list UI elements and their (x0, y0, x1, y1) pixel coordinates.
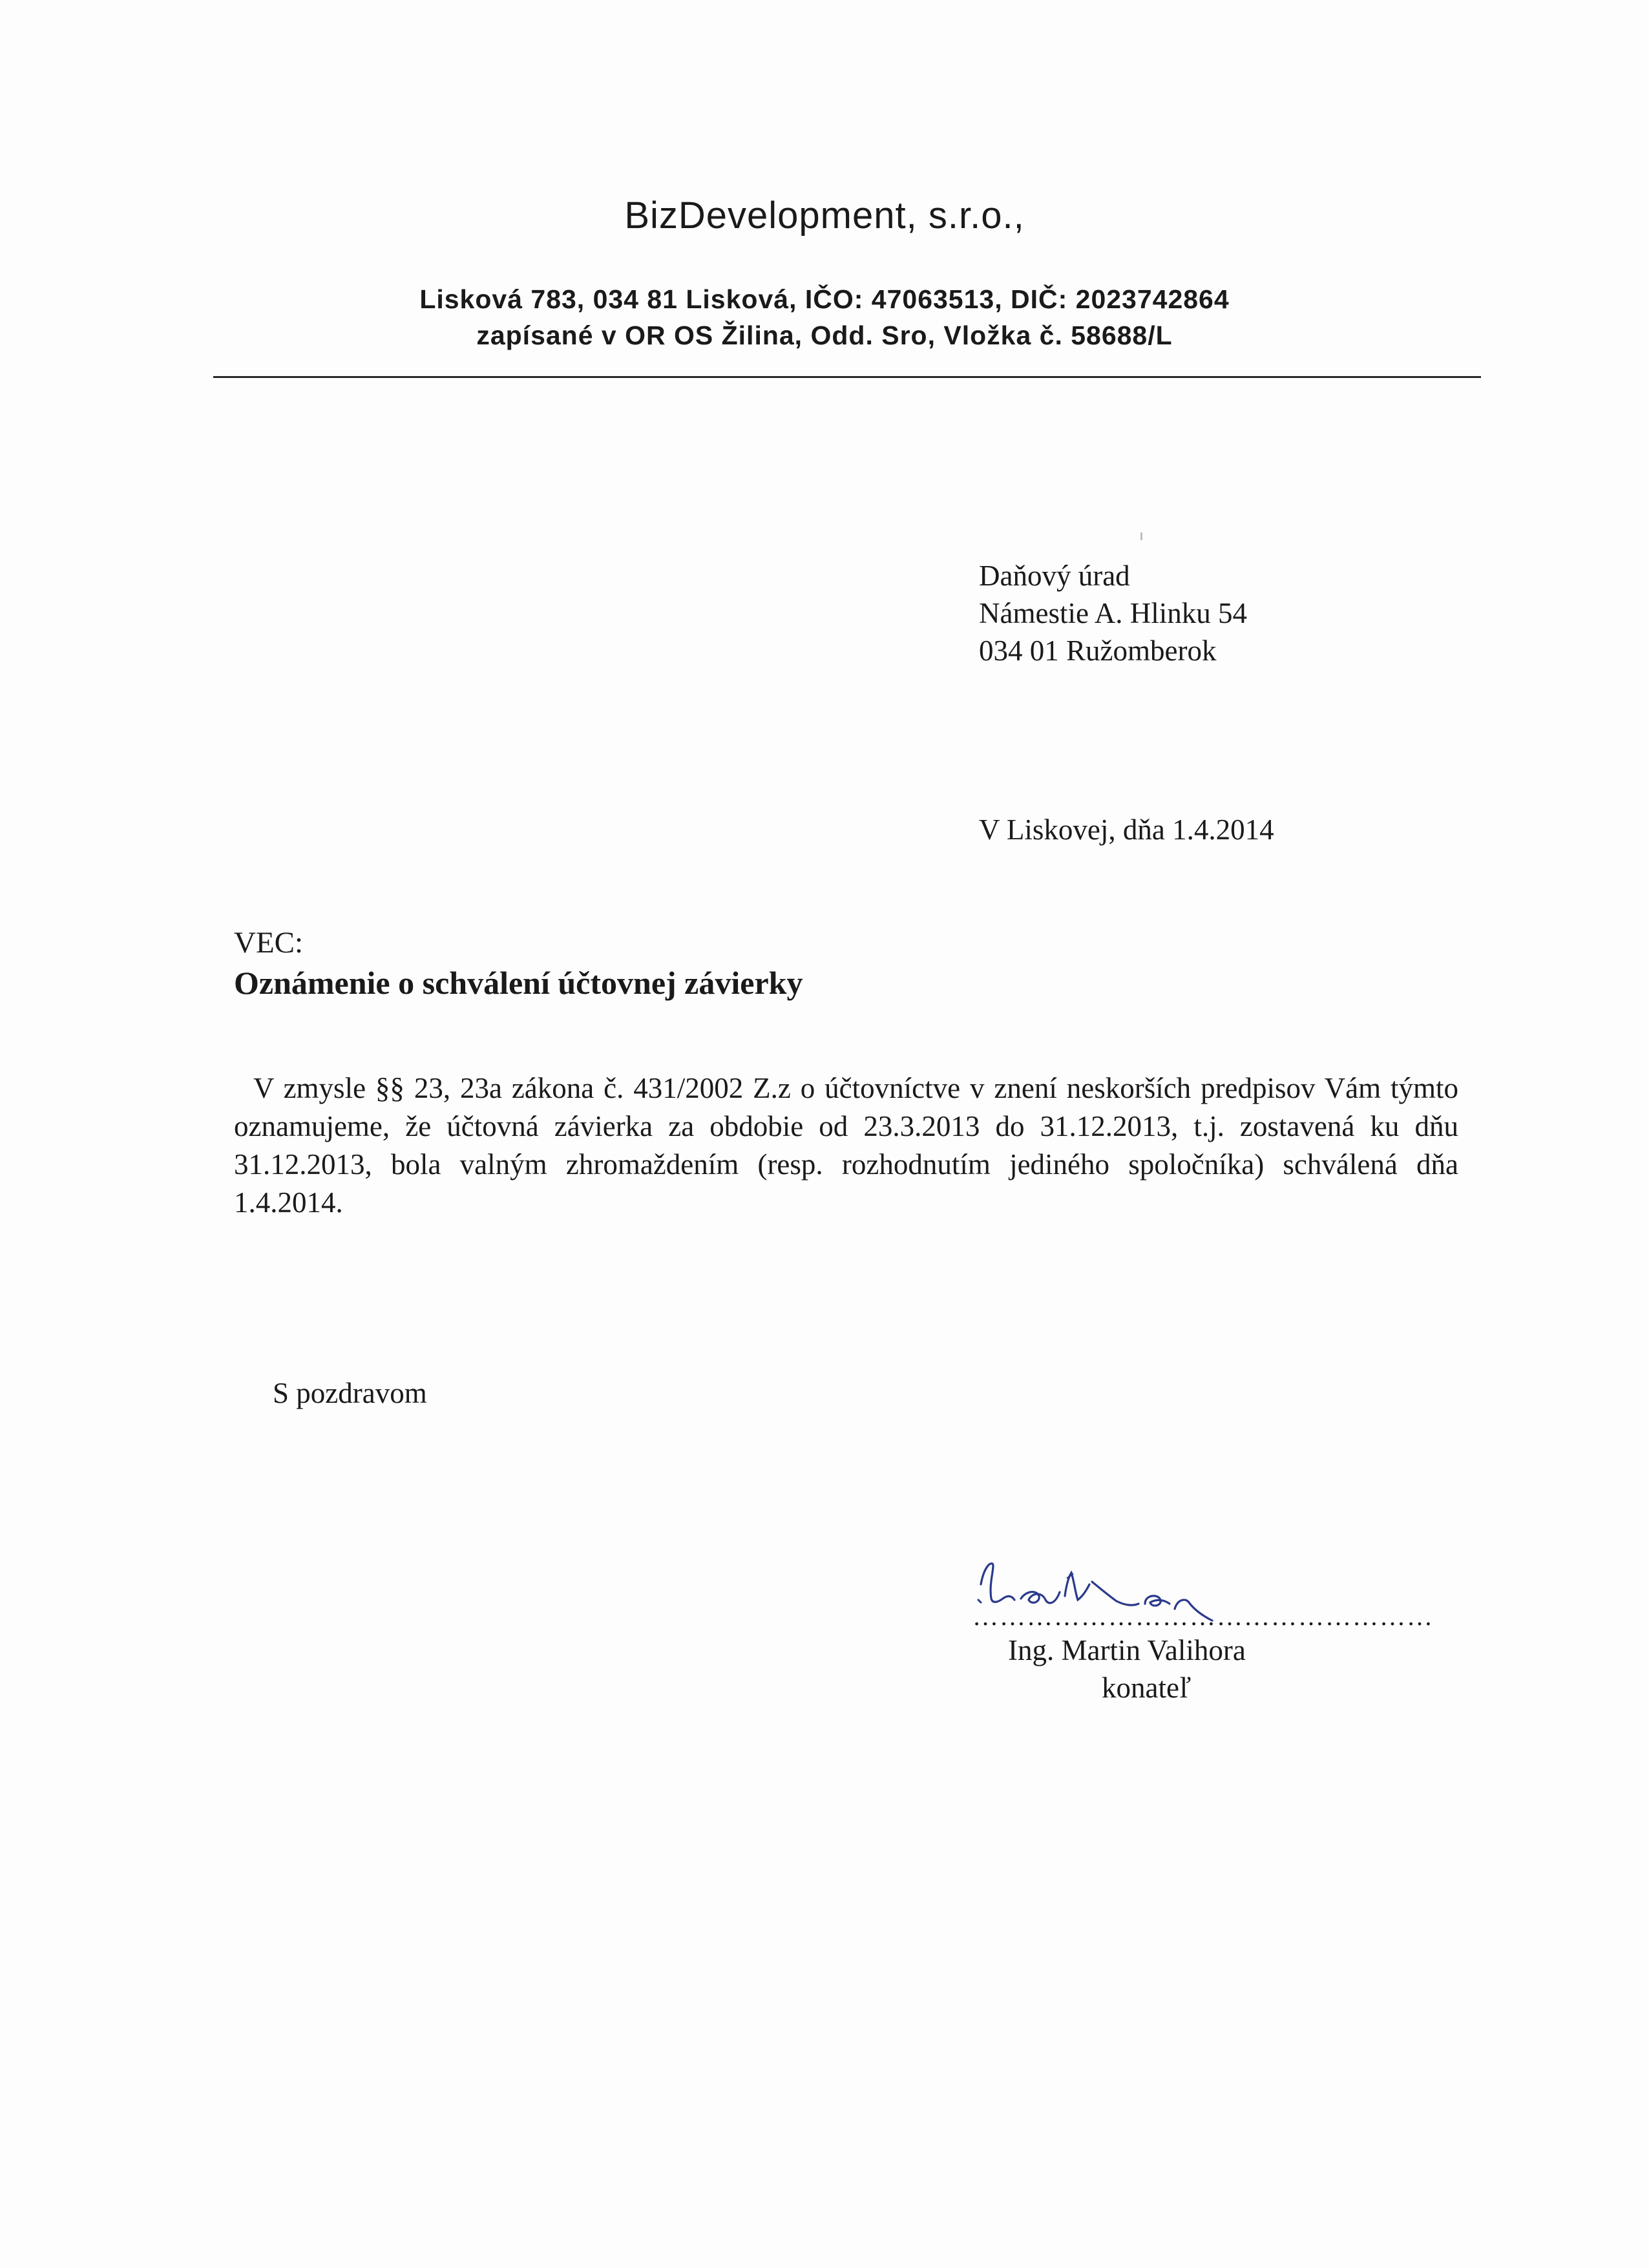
recipient-city: 034 01 Ružomberok (979, 635, 1217, 667)
closing-greeting: S pozdravom (273, 1377, 427, 1409)
signer-role: konateľ (1102, 1672, 1192, 1704)
subject-label: VEC: (234, 926, 304, 960)
signer-name: Ing. Martin Valihora (1008, 1634, 1246, 1666)
subject-title: Oznámenie o schválení účtovnej závierky (234, 965, 803, 1001)
letter-body: V zmysle §§ 23, 23a zákona č. 431/2002 Z.z o účtovníctve v znení neskorších predpisov Vám týmto oznamujeme, že účtovná závierka za obdobie od 23.3.2013 do 31.12.2013, t.j. zostavená ku dňu 31.12.2013, bola valným zhromaždením (resp. rozhodnutím jediného spoločníka) schválená dňa 1.4.2014. (234, 1072, 1458, 1219)
letter-date: V Liskovej, dňa 1.4.2014 (979, 814, 1274, 846)
company-name: BizDevelopment, s.r.o., (624, 194, 1025, 236)
company-registration: zapísané v OR OS Žilina, Odd. Sro, Vložka č. 58688/L (476, 320, 1173, 350)
recipient-name: Daňový úrad (979, 560, 1130, 592)
recipient-address (979, 557, 1247, 669)
header-divider (213, 376, 1481, 378)
scan-speck (1140, 532, 1142, 540)
company-address: Lisková 783, 034 81 Lisková, IČO: 47063513, DIČ: 2023742864 (419, 284, 1230, 314)
recipient-street: Námestie A. Hlinku 54 (979, 597, 1247, 629)
signature-line: …………………………………………… (972, 1602, 1434, 1631)
